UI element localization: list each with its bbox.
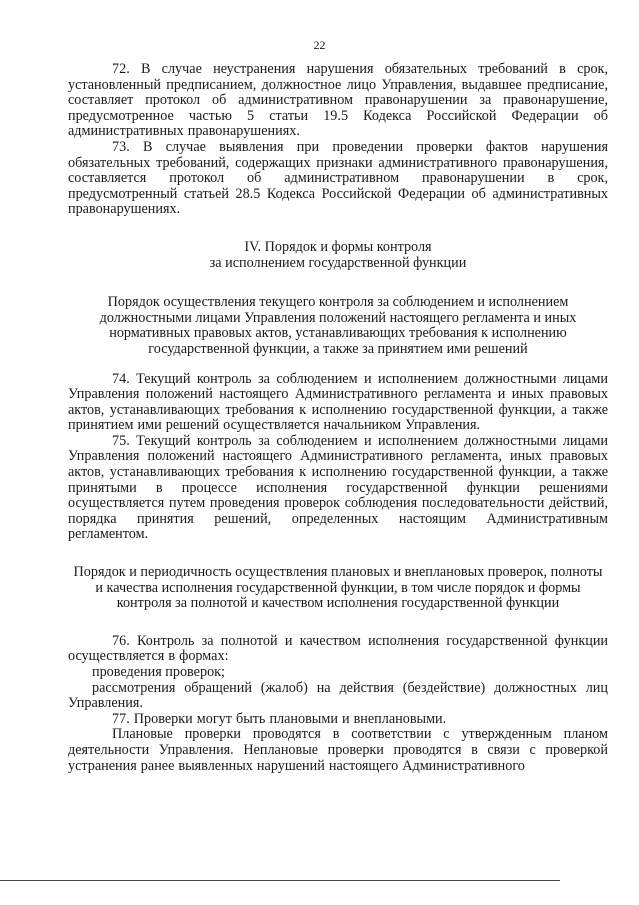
paragraph-74: 74. Текущий контроль за соблюдением и исполнением должностными лицами Управления положений настоящего Административного регламента и иных правовых актов, устанавливающих требования к исполнению государственной функции, а также принятием ими решений осуществляется начальником Управления.: [68, 370, 608, 434]
page-number: 22: [313, 38, 326, 52]
paragraph-76: 76. Контроль за полнотой и качеством исполнения государственной функции осуществляется в формах:: [68, 632, 608, 665]
page-body: [68, 62, 608, 774]
subheading-current-control: Порядок осуществления текущего контроля за соблюдением и исполнением должностными лицами Управления положений настоящего регламента и иных нормативных правовых актов, устанавливающих требования к исполнению государственной функции, а также за принятием ими решений: [99, 294, 577, 357]
page-bottom-rule: [0, 880, 560, 881]
section-heading-line1: IV. Порядок и формы контроля: [244, 238, 432, 255]
paragraph-75: 75. Текущий контроль за соблюдением и исполнением должностными лицами Управления положений настоящего Административного регламента, иных правовых актов, устанавливающих требования к исполнению государственной функции, а также принятыми в процессе исполнения государственной функции решениями осуществляется путем проведения проверок соблюдения последовательности действий, порядка принятия решений, определенных настоящим Административным регламентом.: [68, 432, 608, 543]
list-item-complaints: рассмотрения обращений (жалоб) на действия (бездействие) должностных лиц Управления.: [68, 679, 608, 712]
paragraph-72: 72. В случае неустранения нарушения обязательных требований в срок, установленный предписанием, должностное лицо Управления, выдавшее предписание, составляет протокол об административном правонарушении за правонарушение, предусмотренное частью 5 статьи 19.5 Кодекса Российской Федерации об административных правонарушениях.: [68, 61, 608, 140]
paragraph-77: 77. Проверки могут быть плановыми и внеплановыми.: [112, 710, 447, 727]
section-heading-line2: за исполнением государственной функции: [209, 254, 467, 271]
list-item-inspections: проведения проверок;: [92, 664, 225, 680]
paragraph-planned-inspections: Плановые проверки проводятся в соответствии с утвержденным планом деятельности Управления. Неплановые проверки проводятся в связи с проверкой устранения ранее выявленных нарушений настоящего Административного: [68, 726, 608, 774]
subheading-inspections: Порядок и периодичность осуществления плановых и внеплановых проверок, полноты и качества исполнения государственной функции, в том числе порядок и формы контроля за полнотой и качеством исполнения государственной функции: [73, 564, 603, 612]
paragraph-73: 73. В случае выявления при проведении проверки фактов нарушения обязательных требований, содержащих признаки административного правонарушения, составляется протокол об административном правонарушении в срок, предусмотренный статьей 28.5 Кодекса Российской Федерации об административных правонарушениях.: [68, 138, 608, 218]
